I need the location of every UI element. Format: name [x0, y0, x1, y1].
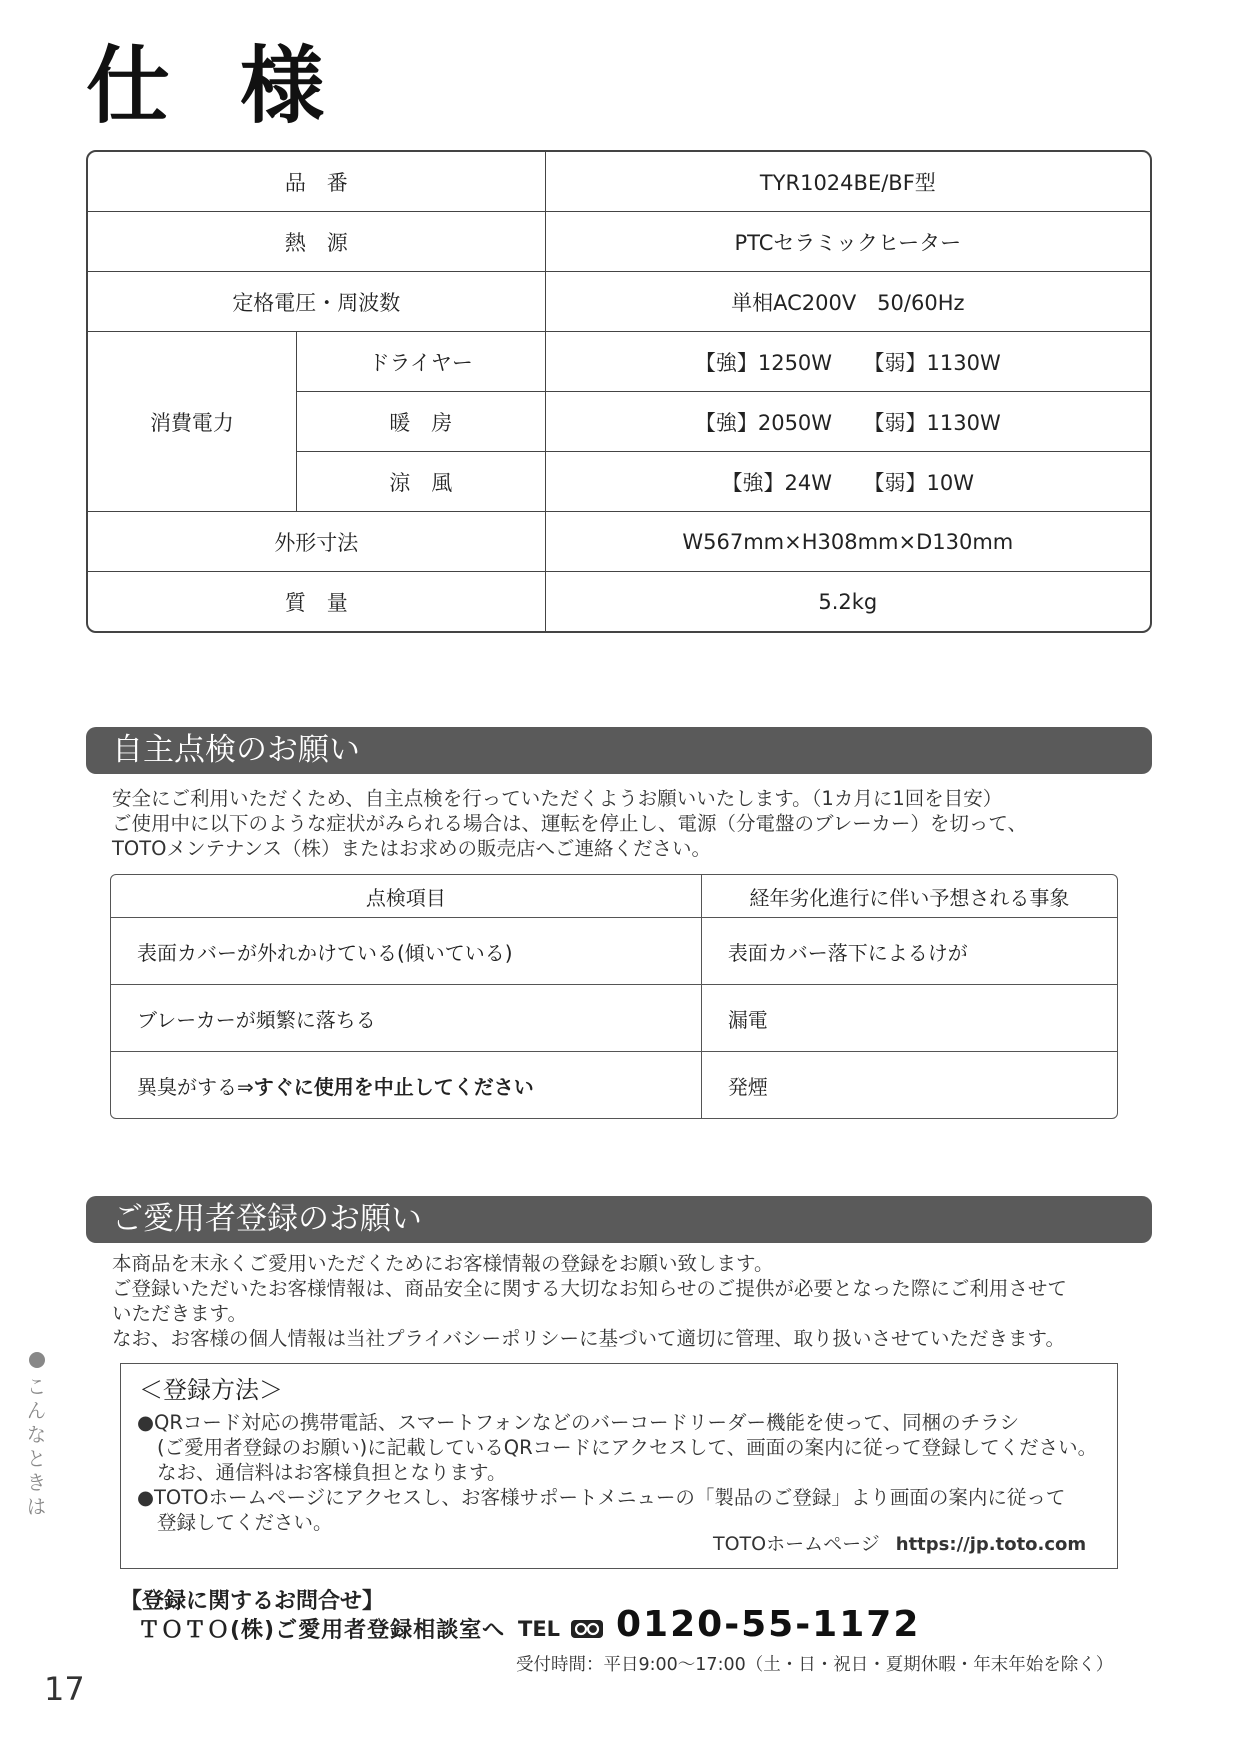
tel-label: TEL	[518, 1617, 561, 1641]
inspection-item: 表面カバーが外れかけている(傾いている)	[111, 918, 702, 985]
spec-value: W567mm×H308mm×D130mm	[546, 512, 1150, 572]
method-line: 登録してください。	[157, 1511, 333, 1534]
spec-value: 5.2kg	[818, 589, 878, 614]
inspection-intro	[112, 786, 1152, 861]
side-section-label: こんなときは	[23, 1376, 47, 1520]
homepage-info	[713, 1529, 1086, 1556]
inspection-col-event: 経年劣化進行に伴い予想される事象	[702, 875, 1117, 918]
side-bullet-icon	[29, 1352, 45, 1368]
registration-intro	[112, 1251, 1152, 1351]
inspection-intro-line: 安全にご利用いただくため、自主点検を行っていただくようお願いいたします。（1カ月に1回を目安）	[112, 787, 1003, 810]
inspection-event: 表面カバー落下によるけが	[702, 918, 1117, 985]
inspection-event: 発煙	[727, 1074, 768, 1099]
homepage-label: TOTOホームページ	[713, 1533, 880, 1555]
tel-number: 0120-55-1172	[616, 1604, 921, 1645]
method-line: ●TOTOホームページにアクセスし、お客様サポートメニューの「製品のご登録」より画面の案内に従って	[137, 1486, 1066, 1509]
spec-label: 外形寸法	[88, 512, 546, 572]
inspection-item-prefix: 異臭がする⇒	[137, 1074, 254, 1099]
inspection-header-row	[111, 875, 1117, 918]
method-line: なお、通信料はお客様負担となります。	[157, 1461, 507, 1484]
spec-label: 品 番	[88, 152, 546, 212]
power-sub-value: 【強】2050W 【弱】1130W	[546, 392, 1150, 452]
spec-label: 熱 源	[88, 212, 546, 272]
power-sub-value: 【強】1250W 【弱】1130W	[546, 332, 1150, 392]
spec-label: 質 量	[88, 572, 546, 631]
inspection-row	[111, 985, 1117, 1052]
spec-value: 単相AC200V 50/60Hz	[546, 272, 1150, 332]
spec-row	[88, 512, 1150, 572]
registration-intro-line: なお、お客様の個人情報は当社プライバシーポリシーに基づいて適切に管理、取り扱いさせていただきます。	[112, 1327, 1065, 1350]
spec-value: PTCセラミックヒーター	[546, 212, 1150, 272]
spec-value: TYR1024BE/BF型	[546, 152, 1150, 212]
inspection-intro-line: TOTOメンテナンス（株）またはお求めの販売店へご連絡ください。	[112, 837, 711, 860]
inspection-event: 漏電	[702, 985, 1117, 1052]
method-line: ●QRコード対応の携帯電話、スマートフォンなどのバーコードリーダー機能を使って、同梱のチラシ	[137, 1411, 1020, 1434]
inspection-row	[111, 1052, 1117, 1118]
registration-method-body	[137, 1410, 1097, 1535]
power-sub-label: 涼 風	[297, 452, 546, 512]
spec-row	[88, 152, 1150, 212]
registration-intro-line: 本商品を末永くご愛用いただくためにお客様情報の登録をお願い致します。	[112, 1252, 774, 1275]
spec-row	[88, 272, 1150, 332]
power-sub-value: 【強】24W 【弱】10W	[546, 452, 1150, 512]
spec-row	[88, 212, 1150, 272]
registration-intro-line: ご登録いただいたお客様情報は、商品安全に関する大切なお知らせのご提供が必要となった際にご利用させて	[112, 1277, 1067, 1300]
page-title: 仕様	[86, 37, 395, 135]
spec-table	[86, 150, 1152, 633]
inspection-item-warning: すぐに使用を中止してください	[253, 1074, 534, 1099]
spec-label: 定格電圧・周波数	[88, 272, 546, 332]
contact-heading: 【登録に関するお問合せ】	[120, 1589, 385, 1614]
power-sub-label: ドライヤー	[297, 332, 546, 392]
inspection-intro-line: ご使用中に以下のような症状がみられる場合は、運転を停止し、電源（分電盤のブレーカー）を切って、	[112, 812, 1027, 835]
inspection-section-header: 自主点検のお願い	[86, 727, 1152, 774]
inspection-col-item: 点検項目	[111, 875, 702, 918]
reception-hours: 受付時間：平日9:00〜17:00（土・日・祝日・夏期休暇・年末年始を除く）	[516, 1655, 1114, 1675]
page-number: 17	[44, 1670, 85, 1708]
spec-row	[88, 332, 1150, 392]
homepage-url-link[interactable]: https://jp.toto.com	[895, 1534, 1087, 1555]
inspection-row	[111, 918, 1117, 985]
registration-intro-line: いただきます。	[112, 1302, 247, 1325]
inspection-item	[111, 1052, 702, 1118]
contact-name: ＴＯＴＯ(株)ご愛用者登録相談室へ	[138, 1618, 506, 1643]
inspection-table	[110, 874, 1118, 1119]
spec-row	[88, 572, 1150, 631]
inspection-item: ブレーカーが頻繁に落ちる	[111, 985, 702, 1052]
registration-section-header: ご愛用者登録のお願い	[86, 1196, 1152, 1243]
registration-method-box	[120, 1363, 1118, 1569]
power-sub-label: 暖 房	[297, 392, 546, 452]
power-label: 消費電力	[88, 332, 297, 512]
registration-method-title: ＜登録方法＞	[139, 1376, 283, 1404]
freedial-icon	[570, 1619, 604, 1639]
method-line: (ご愛用者登録のお願い)に記載しているQRコードにアクセスして、画面の案内に従って登録してください。	[157, 1436, 1098, 1459]
